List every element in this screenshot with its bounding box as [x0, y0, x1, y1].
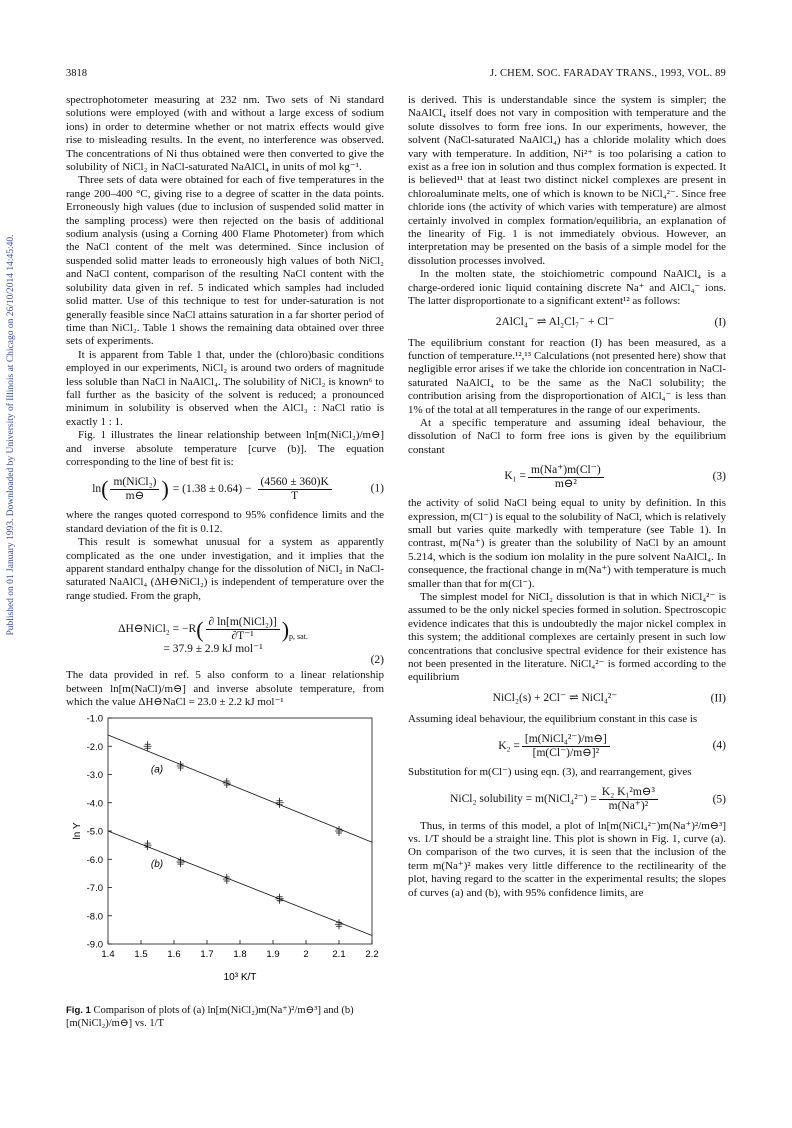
x-tick-label: 2.1 — [332, 949, 346, 960]
eq5-fraction: $\frac{\text{K₂ K₁²m⊖³}}{\text{m(Na⁺)²}}$ — [599, 786, 658, 813]
eq1-middle: = (1.38 ± 0.64) − — [172, 482, 252, 495]
figure-caption — [66, 1004, 384, 1030]
equation-1: ln ( $\frac{\text{m(NiCl₂)}}{m⊖}$ ) = (1.38 ± 0.64) − $\frac{(4560 \pm 360)K}{T}$ (1) — [92, 475, 384, 502]
eq2-lhs: ΔH⊖NiCl₂ = −R — [118, 622, 197, 635]
paragraph: It is apparent from Table 1 that, under the (chloro)basic conditions employed in our experiments, NiCl₂ is around two orders of magnitude less soluble than NaCl in NaAlCl₄. The solubility of NiCl₂ is known⁶ to fall further as the basicity of the solvent is reduced; a pronounced minimum in solubility is observed when the AlCl₃ : NaCl ratio is exactly 1 : 1. — [66, 348, 384, 428]
equation-I — [408, 309, 726, 337]
equation-number: (5) — [712, 792, 726, 805]
y-tick-label: -7.0 — [86, 883, 103, 894]
equation-number: (2) — [370, 653, 384, 666]
equation-number: (3) — [712, 470, 726, 483]
eq3-lhs: K₁ = — [504, 470, 527, 483]
data-point — [276, 894, 284, 904]
data-point — [177, 761, 185, 771]
page-header — [66, 68, 726, 84]
x-tick-label: 1.8 — [233, 949, 247, 960]
x-axis-label: 10³ K/T — [223, 972, 257, 983]
caption-text: Comparison of plots of (a) ln[m(NiCl₂)m(Na⁺)²/m⊖³] and (b) [m(NiCl₂)/m⊖] vs. 1/T — [66, 1005, 354, 1029]
paragraph: In the molten state, the stoichiometric compound NaAlCl₄ is a charge-ordered ionic liquid containing discrete Na⁺ and AlCl₄⁻ ions. The latter disproportionate to a significant extent¹² as follows: — [408, 268, 726, 308]
paragraph: the activity of solid NaCl being equal to unity by definition. In this expression, m(Cl⁻) is equal to the solubility of NaCl, which is relatively small but varies quite markedly with temperature (see Table 1). In contrast, m(Na⁺) is greater than the solubility of NaCl by an amount 5.214, which is the sodium ion molality in the pure solvent NaAlCl₄. In consequence, the fractional change in m(Na⁺) with temperature is much smaller than that for m(Cl⁻). — [408, 497, 726, 590]
eq1-fraction: $\frac{\text{m(NiCl₂)}}{m⊖}$ — [110, 476, 159, 503]
figure-1-chart — [66, 712, 384, 1002]
download-notice: Published on 01 January 1993. Downloaded by University of Illinois at Chicago on 26/10/2014 14:45:40. — [6, 234, 16, 636]
download-watermark — [4, 170, 18, 700]
left-column — [66, 94, 384, 709]
eq5-lhs: NiCl₂ solubility = m(NiCl₄²⁻) = — [450, 792, 597, 805]
plot-frame — [108, 718, 372, 944]
x-tick-label: 1.9 — [266, 949, 280, 960]
paragraph: spectrophotometer measuring at 232 nm. Two sets of Ni standard solutions were employed (with and without a large excess of sodium ions) in order to determine whether or not matrix effects would give rise to misleading results. In the event, no interference was observed. The concentrations of Ni thus obtained were then converted to give the solubility of NiCl₂ in NaCl-saturated NaAlCl₄ in units of mol kg⁻¹. — [66, 94, 384, 174]
y-tick-label: -3.0 — [86, 770, 103, 781]
paragraph: The data provided in ref. 5 also conform to a linear relationship between ln[m(NaCl)/m⊖] and inverse absolute temperature, from which the value ΔH⊖NaCl = 23.0 ± 2.2 kJ mol⁻¹ — [66, 669, 384, 709]
y-tick-label: -4.0 — [86, 798, 103, 810]
reaction-II: NiCl₂(s) + 2Cl⁻ ⇌ NiCl₄²⁻ — [492, 692, 618, 705]
equation-number: (II) — [710, 692, 726, 705]
paragraph: Three sets of data were obtained for each of five temperatures in the range 200–400 °C, giving rise to a degree of scatter in the data points. Erroneously high values (due to inclusion of suspended solid matter in the sampling process) were then rejected on the basis of additional sodium analysis (using a Corning 400 Flame Photometer) from which the NaCl content of the melt was determined. Since inclusion of suspended solid matter leads to erroneously high values of both NiCl₂ and NaCl content, comparison of the resulting NaCl content with the solubility data given in ref. 5 indicated which samples had included solid matter. Use of this technique to test for under-saturation is not generally feasible since NaCl attains saturation in a far shorter period of time than NiCl₂. Table 1 shows the remaining data obtained over three sets of experiments. — [66, 174, 384, 348]
equation-5 — [408, 780, 726, 820]
data-point — [223, 874, 231, 884]
eq2-subscript: p, sat. — [289, 631, 308, 641]
paragraph: is derived. This is understandable since the system is simpler; the NaAlCl₄ itself does not vary in composition with temperature and the solute dissolves to form free ions. In our experiments, however, the solvent (NaCl-saturated NaAlCl₄) has a chloride molality which does vary with temperature. In addition, Ni²⁺ is too polarising a cation to exist as a free ion in solution and thus complex formation is expected. It is believed¹¹ that at least two distinct nickel complexes are present in chloroaluminate melts, one of which is known to be NiCl₄²⁻. Since free chloride ions (the activity of which varies with temperature) are almost certainly involved in complex formation/equilibria, an explanation of the linearity of Fig. 1 is not immediately obvious. However, an interpretation may be presented on the basis of a simple model for the dissolution processes involved. — [408, 94, 726, 267]
data-point — [223, 778, 231, 788]
y-tick-label: -5.0 — [86, 826, 103, 838]
reaction-I: 2AlCl₄⁻ ⇌ Al₂Cl₇⁻ + Cl⁻ — [495, 315, 615, 328]
paragraph: The simplest model for NiCl₂ dissolution is that in which NiCl₄²⁻ is assumed to be the only nickel species formed in solution. Spectroscopic evidence indicates that this is undoubtedly the major nickel complex in this system; the additional complexes are certainly present in such low concentrations that conclusive spectral evidence for their existence has not been presented in the literature. NiCl₄²⁻ is formed according to the equilibrium — [408, 591, 726, 684]
paragraph: Fig. 1 illustrates the linear relationship between ln[m(NiCl₂)/m⊖] and inverse absolute temperature [curve (b)]. The equation corresponding to the line of best fit is: — [66, 429, 384, 468]
series-label: (b) — [150, 859, 164, 871]
eq2-fraction: $\frac{\text{∂ ln[m(NiCl₂)]}}{\text{∂T⁻¹}}$ — [206, 616, 280, 643]
equation-II — [408, 685, 726, 713]
data-point — [144, 840, 152, 850]
eq4-fraction: $\frac{\text{[m(NiCl₄²⁻)/m⊖]}}{\text{[m(Cl⁻)/m⊖]²}}$ — [522, 733, 610, 760]
x-tick-label: 1.4 — [101, 949, 115, 960]
equation-number: (I) — [714, 315, 726, 328]
equation-number: (1) — [370, 482, 384, 495]
y-tick-label: -9.0 — [86, 939, 103, 951]
page-number: 3818 — [66, 68, 87, 79]
paragraph: This result is somewhat unusual for a system as apparently complicated as the one under investigation, and it implies that the apparent standard enthalpy change for the dissolution of NiCl₂ in NaCl-saturated NaAlCl₄ (ΔH⊖NiCl₂) is independent of temperature over the range studied. From the graph, — [66, 536, 384, 602]
x-tick-label: 1.7 — [200, 949, 214, 960]
x-tick-label: 1.6 — [167, 949, 181, 960]
eq1-ln: ln — [92, 482, 102, 495]
y-tick-label: -1.0 — [86, 713, 103, 725]
equation-4 — [408, 726, 726, 766]
x-tick-label: 2 — [303, 949, 309, 960]
eq2-value: = 37.9 ± 2.9 kJ mol⁻¹ — [163, 643, 263, 656]
eq3-fraction: $\frac{m(Na^+)m(Cl^-)}{\text{m⊖²}}$ — [528, 464, 604, 491]
paragraph: At a specific temperature and assuming ideal behaviour, the dissolution of NaCl to form free ions is given by the equilibrium constant — [408, 416, 726, 456]
equation-2: ΔH⊖NiCl₂ = −R ( $\frac{\text{∂ ln[m(NiCl₂)]}}{\text{∂T⁻¹}}$ ) p, sat. = 37.9 ± 2.9 kJ mol⁻¹ (2) — [118, 616, 384, 666]
y-tick-label: -6.0 — [86, 854, 103, 866]
paragraph: where the ranges quoted correspond to 95% confidence limits and the standard deviation of the fit is 0.12. — [66, 509, 384, 535]
paragraph: Assuming ideal behaviour, the equilibrium constant in this case is — [408, 712, 698, 725]
y-tick-label: -2.0 — [86, 741, 103, 753]
eq4-lhs: K₂ = — [498, 739, 520, 752]
y-axis-label: ln Y — [72, 822, 83, 840]
y-tick-label: -8.0 — [86, 911, 103, 923]
caption-label: Fig. 1 — [66, 1005, 91, 1016]
paragraph: Thus, in terms of this model, a plot of ln[m(NiCl₄²⁻)m(Na⁺)²/m⊖³] vs. 1/T should be a straight line. This plot is shown in Fig. 1, curve (a). On comparison of the two curves, it is seen that the inclusion of the term m(Na⁺)² makes very little difference to the rectilinearity of the plot, having regard to the scatter in the experimental results; the slopes of curves (a) and (b), with 95% confidence limits, are — [408, 819, 726, 899]
paragraph: Substitution for m(Cl⁻) using eqn. (3), and rearrangement, gives — [408, 766, 692, 779]
equation-number: (4) — [712, 739, 726, 752]
journal-citation: J. CHEM. SOC. FARADAY TRANS., 1993, VOL. 89 — [490, 68, 726, 79]
equation-3 — [408, 457, 726, 497]
x-tick-label: 2.2 — [365, 949, 379, 960]
right-column — [408, 94, 726, 900]
paragraph: The equilibrium constant for reaction (I) has been measured, as a function of temperature.¹²,¹³ Calculations (not presented here) show that negligible error arises if we take the chloride ion concentration in NaCl-saturated NaAlCl₄ to be the same as the NaCl solubility; the contribution arising from the disproportionation of AlCl₄⁻ is less than 1% of the total at all temperatures in the range of our experiments. — [408, 336, 726, 416]
x-tick-label: 1.5 — [134, 949, 148, 960]
eq1-fraction-2: $\frac{(4560 \pm 360)K}{T}$ — [258, 476, 332, 503]
data-point — [335, 919, 343, 929]
figure-1 — [66, 712, 384, 1012]
series-label: (a) — [150, 764, 164, 776]
